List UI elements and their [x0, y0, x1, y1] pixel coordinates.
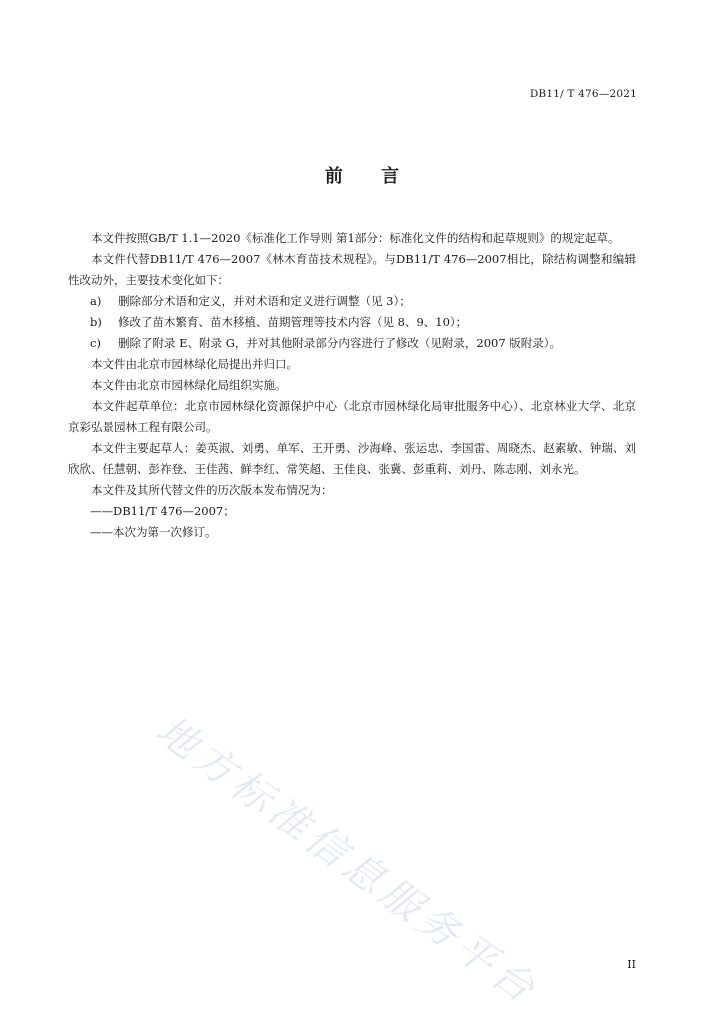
- list-item: [68, 291, 636, 312]
- paragraph-proposer: 本文件由北京市园林绿化局提出并归口。: [91, 357, 298, 371]
- section-title: 前 言: [324, 166, 416, 187]
- page-number: II: [627, 958, 636, 971]
- history-item: ——DB11/T 476—2007；: [90, 504, 235, 518]
- foreword-body: [68, 228, 636, 543]
- paragraph-drafters: 本文件主要起草人：姜英淑、刘勇、单军、王开勇、沙海峰、张运忠、李国雷、周晓杰、赵素敏、钟瑞、刘欣欣、任慧朝、彭祚登、王佳茜、鲜李红、常笑超、王佳良、张冀、彭重莉、刘丹、陈志刚、刘永光。: [68, 441, 636, 476]
- watermark: 地方标准信息服务平台: [147, 707, 547, 1015]
- paragraph-drafting-units: 本文件起草单位：北京市园林绿化资源保护中心（北京市园林绿化局审批服务中心）、北京林业大学、北京京彩弘景园林工程有限公司。: [68, 399, 636, 434]
- list-item-text: 修改了苗木繁育、苗木移植、苗期管理等技术内容（见 8、9、10）；: [118, 315, 468, 329]
- paragraph-implementer: 本文件由北京市园林绿化局组织实施。: [91, 378, 287, 392]
- standard-code: DB11/ T 476—2021: [529, 88, 637, 100]
- paragraph-drafting-rules: 本文件按照GB/T 1.1—2020《标准化工作导则 第1部分：标准化文件的结构和起草规则》的规定起草。: [91, 231, 620, 245]
- list-item-text: 删除了附录 E、附录 G，并对其他附录部分内容进行了修改（见附录，2007 版附录）。: [118, 336, 562, 350]
- paragraph-replacement: 本文件代替DB11/T 476—2007《林木育苗技术规程》。与DB11/T 476—2007相比，除结构调整和编辑性改动外，主要技术变化如下：: [68, 252, 636, 287]
- paragraph-version-history: 本文件及其所代替文件的历次版本发布情况为：: [91, 483, 333, 497]
- list-item-label: c): [90, 336, 101, 350]
- list-item: [68, 312, 636, 333]
- list-item: [68, 333, 636, 354]
- list-item-label: a): [90, 294, 102, 308]
- list-item-text: 删除部分术语和定义，并对术语和定义进行调整（见 3）；: [118, 294, 411, 308]
- list-item-label: b): [90, 315, 102, 329]
- history-item: ——本次为第一次修订。: [90, 525, 217, 539]
